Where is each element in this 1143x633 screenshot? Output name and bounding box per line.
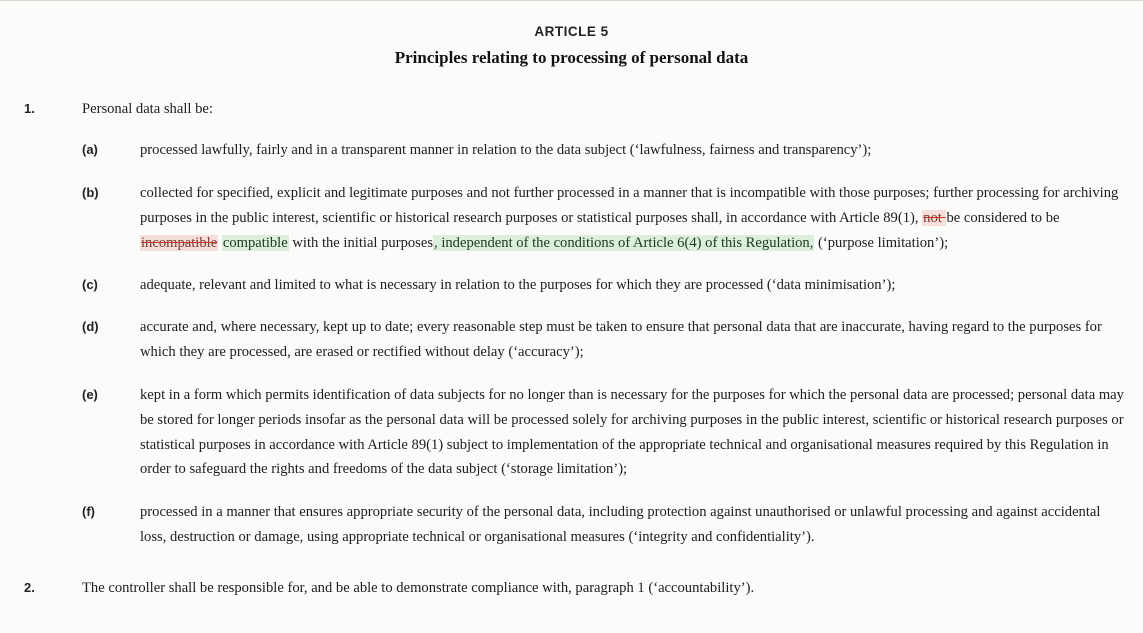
item-e-text: kept in a form which permits identification of data subjects for no longer than is necessary for the purposes for which the personal data are processed; personal data may be stored for longer periods insofar as the personal data will be processed solely for archiving purposes in the public interest, scientific or historical research purposes or statistical purposes in accordance with Article 89(1) subject to implementation of the appropriate technical and organisational measures required by this Regulation in order to safeguard the rights and freedoms of the data subject (‘storage limitation’); (140, 387, 1124, 478)
item-b-text-segment: (‘purpose limitation’); (814, 234, 949, 251)
paragraph-1-intro: Personal data shall be: (82, 101, 213, 117)
inserted-text-compatible: compatible (222, 234, 288, 251)
paragraph-2-number: 2. (24, 580, 35, 595)
item-b-text-segment: be considered to be (946, 209, 1060, 226)
item-c-text: adequate, relevant and limited to what is necessary in relation to the purposes for which they are processed (‘data minimisation’); (140, 277, 896, 293)
item-d-letter: (d) (82, 319, 99, 334)
inserted-text-article-6-4: , independent of the conditions of Article 6(4) of this Regulation, (434, 234, 814, 251)
item-f-letter: (f) (82, 504, 95, 519)
paragraph-2-text: The controller shall be responsible for, and be able to demonstrate compliance with, paragraph 1 (‘accountability’). (82, 580, 755, 596)
item-b-text-segment: collected for specified, explicit and legitimate purposes and not further processed in a manner that is incompatible with those purposes; further processing for archiving purposes in the public interest, scientific or historical research purposes or statistical purposes shall, in accordance with Article 89(1), (140, 185, 1119, 226)
item-f-text: processed in a manner that ensures appropriate security of the personal data, including protection against unauthorised or unlawful processing and against accidental loss, destruction or damage, using appropriate technical or organisational measures (‘integrity and confidentiality’). (140, 504, 1101, 545)
item-e-letter: (e) (82, 387, 98, 402)
item-a-text: processed lawfully, fairly and in a transparent manner in relation to the data subject (‘lawfulness, fairness and transparency’); (140, 142, 872, 158)
deleted-text-incompatible: incompatible (141, 234, 218, 251)
deleted-text-not: not (923, 209, 946, 226)
item-b-text-segment: with the initial purposes (288, 234, 434, 251)
paragraph-1-number: 1. (24, 101, 35, 116)
item-b-text (140, 181, 1125, 255)
item-d-text: accurate and, where necessary, kept up to date; every reasonable step must be taken to ensure that personal data that are inaccurate, having regard to the purposes for which they are processed, are erased or rectified without delay (‘accuracy’); (140, 319, 1102, 360)
article-title: Principles relating to processing of personal data (394, 48, 749, 67)
item-a-letter: (a) (82, 142, 98, 157)
item-c-letter: (c) (82, 277, 98, 292)
article-label: ARTICLE 5 (534, 24, 609, 39)
item-b-letter: (b) (82, 185, 99, 200)
